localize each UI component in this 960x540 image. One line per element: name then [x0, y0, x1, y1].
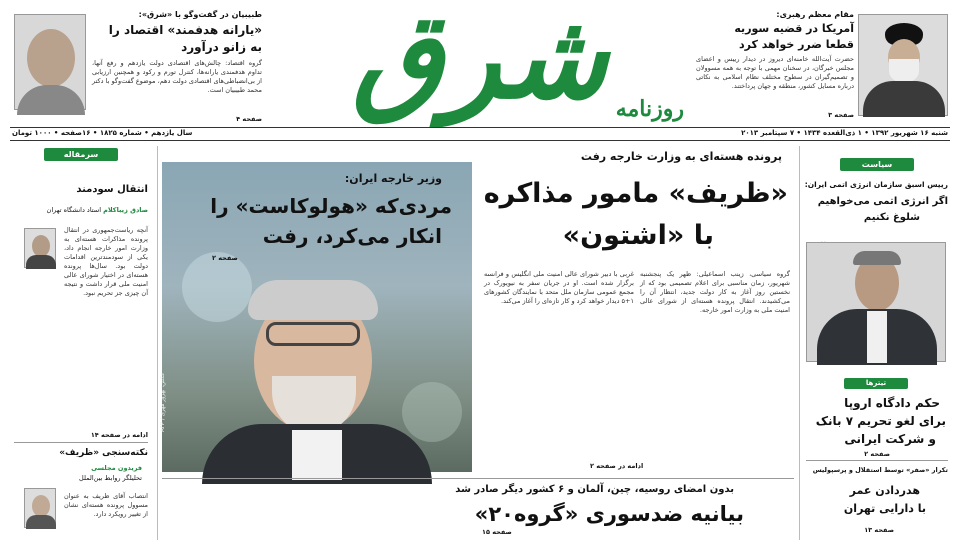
top-right-text	[696, 10, 854, 119]
feature-credit: عکس: بهروز مهری / AFP	[160, 372, 166, 432]
shirt-shape	[867, 311, 887, 363]
analysis-author-role: تحلیلگر روابط بین‌الملل	[79, 474, 142, 482]
lead-headline-2: با «اشتون»	[562, 220, 714, 251]
analysis-body: انتصاب آقای ظریف به عنوان مسوول پرونده هسته‌ای نشان از تغییر رویکرد دارد.	[64, 492, 148, 518]
shirt-shape	[17, 85, 85, 115]
bottom-center-rule	[162, 478, 794, 479]
top-right-headline-2: قطعا ضرر خواهد کرد	[738, 38, 854, 51]
right-column	[804, 146, 950, 540]
zarif-hair	[248, 280, 378, 320]
top-right-teaser[interactable]	[694, 10, 950, 124]
politics-kicker: رییس اسبق سازمان انرژی اتمی ایران:	[804, 180, 948, 189]
bottom-page-ref: صفحه ۱۵	[482, 528, 512, 536]
face-shape	[32, 235, 50, 257]
lead-body-right: گروه سیاسی، زینب اسماعیلی: ظهر یک پنجشنبه شهریور، زمان مناسبی برای اعلام تصمیمی بود که از نخستین روز آغاز به کار دولت جدید، انتظار آن را می‌کشیدند. انتقال پرونده هسته‌ای از شورای عالی امنیت ملی به وزارت امور خارجه.	[640, 270, 790, 314]
top-left-kicker: طبیبیان در گفت‌وگو با «شرق»:	[138, 10, 262, 19]
suit-shape	[26, 255, 56, 269]
news-section-label: تیترها	[844, 378, 908, 389]
news-headline-2[interactable]: برای لغو تحریم ۷ بانک	[815, 414, 946, 428]
lead-body-left: غربی با دبیر شورای عالی امنیت ملی انگلیس و فرانسه برگزار شده است. او در جریان سفر به نیویورک در مجمع عمومی سازمان ملل متحد با نمایندگان کشورهای ۱+۵ دیدار خواهد کرد و کار تازه‌ای را آغاز می‌کند.	[484, 270, 634, 305]
editorial-section-label: سرمقاله	[44, 148, 118, 161]
masthead-logo: شرق	[352, 0, 608, 125]
editorial-headline[interactable]: انتقال سودمند	[76, 184, 148, 195]
politics-headline-2[interactable]: شلوغ نکنیم	[863, 212, 920, 223]
feature-headline-1: مردی‌که «هولوکاست» را	[210, 194, 452, 218]
feature-headline-2: انکار‌ می‌کرد، رفت	[262, 224, 442, 248]
editorial-byline	[47, 206, 148, 214]
left-column	[10, 146, 152, 540]
issue-line: سال یازدهم • شماره ۱۸۲۵ • ۱۶صفحه • ۱۰۰۰ تومان	[12, 129, 193, 137]
masthead-subtitle: روزنامه	[615, 96, 684, 122]
leader-photo	[858, 14, 948, 116]
left-divider	[14, 442, 148, 443]
top-left-body: گروه اقتصاد: چالش‌های اقتصادی دولت یازدهم و رفع آنها، تداوم هدفمندی یارانه‌ها، کنترل تورم و رکود و همچنین ارزیابی از بی‌انضباطی‌های اقتصادی دولت دهم، موضوع گفت‌وگو با دکتر محمد طبیبیان است.	[92, 59, 262, 94]
news-page-ref: صفحه ۲	[864, 450, 890, 458]
bokeh-shape	[182, 252, 252, 322]
face-shape	[32, 495, 50, 517]
date-line: شنبه ۱۶ شهریور ۱۳۹۲ • ۱ ذی‌القعده ۱۴۳۴ • ۷ سپتامبر ۲۰۱۳	[741, 129, 948, 137]
masthead-rule	[10, 127, 950, 128]
face-shape	[27, 29, 75, 87]
official-photo	[806, 242, 946, 362]
lead-headline-1: «ظریف» مامور مذاکره	[483, 178, 788, 209]
lead-page-ref: ادامه در صفحه ۲	[590, 462, 644, 470]
robe-shape	[863, 81, 945, 117]
analysis-author: فریدون مجلسی	[91, 464, 142, 472]
right-column-divider	[799, 146, 800, 540]
editorial-author-role: استاد دانشگاه تهران	[46, 206, 102, 214]
news-headline-3[interactable]: و شرکت ایرانی	[844, 432, 936, 446]
masthead	[270, 0, 690, 130]
news-headline-1[interactable]: حکم دادگاه اروپا	[844, 396, 940, 410]
feature-page-ref: صفحه ۲	[212, 254, 238, 262]
bottom-center-story[interactable]	[162, 480, 794, 540]
zibakalam-photo	[24, 228, 56, 268]
suit-shape	[26, 515, 56, 529]
top-right-kicker: مقام معظم رهبری:	[776, 10, 854, 19]
bokeh-shape	[402, 382, 462, 442]
top-left-text	[92, 10, 262, 123]
lead-story[interactable]	[480, 146, 794, 476]
tabibian-photo	[14, 14, 86, 110]
top-left-headline-2: به زانو درآورد	[181, 40, 262, 54]
bottom-kicker: بدون امضای روسیه، چین، آلمان و ۶ کشور دیگر صادر شد	[455, 484, 734, 495]
sport-headline-1[interactable]: هدردادن عمر	[849, 484, 920, 497]
top-right-body: حضرت آیت‌الله خامنه‌ای دیروز در دیدار رییس و اعضای مجلس خبرگان، در سخنان مهمی با توجه به همه مسوولان و تصمیم‌گیران در سطوح مختلف نظام اسلامی به نکاتی درباره مسایل کشور، منطقه و جهان پرداختند.	[696, 55, 854, 90]
left-column-divider	[157, 146, 158, 540]
sport-page-ref: صفحه ۱۳	[864, 526, 894, 534]
politics-headline-1[interactable]: اگر انرژی اتمی می‌خواهیم	[817, 196, 948, 207]
mojlesi-photo	[24, 488, 56, 528]
editorial-body: آنچه ریاست‌جمهوری در انتقال پرونده مذاکرات هسته‌ای به وزارت امور خارجه انجام داد، یکی از سودمندترین اقدامات دولت بود. سال‌ها پرونده هسته‌ای در اختیار شورای عالی امنیت ملی قرار داشت و نتیجه آن چیزی جز تحریم نبود.	[64, 226, 148, 297]
top-left-teaser[interactable]	[10, 10, 264, 124]
right-divider	[806, 460, 948, 461]
sport-headline-2[interactable]: با دارایی تهران	[843, 502, 926, 515]
editorial-author: صادق زیباکلام	[103, 206, 148, 214]
top-left-headline-1: «یارانه هدفمند» اقتصاد را	[108, 23, 262, 37]
feature-kicker: وزیر خارجه ایران:	[344, 172, 442, 185]
lead-kicker: پرونده هسته‌ای به وزارت خارجه رفت	[580, 150, 782, 163]
beard-shape	[889, 59, 919, 83]
politics-section-label: سیاست	[840, 158, 914, 171]
feature-photo[interactable]	[162, 162, 472, 472]
bottom-headline: بیانیه ضدسوری «گروه۲۰»	[474, 502, 744, 526]
date-rule	[10, 140, 950, 141]
sport-kicker: تکرار «صفر» توسط استقلال و پرسپولیس	[812, 466, 948, 474]
top-right-page-ref: صفحه ۳	[828, 111, 854, 119]
analysis-headline[interactable]: نکته‌سنجی «ظریف»	[59, 448, 148, 458]
editorial-page-ref: ادامه در صفحه ۱۴	[90, 431, 148, 439]
hair-shape	[853, 251, 901, 265]
zarif-shirt	[292, 430, 342, 480]
top-right-headline-1: آمریکا در قضیه سوریه	[734, 22, 854, 35]
top-left-page-ref: صفحه ۴	[236, 115, 262, 123]
zarif-glasses	[266, 322, 360, 346]
